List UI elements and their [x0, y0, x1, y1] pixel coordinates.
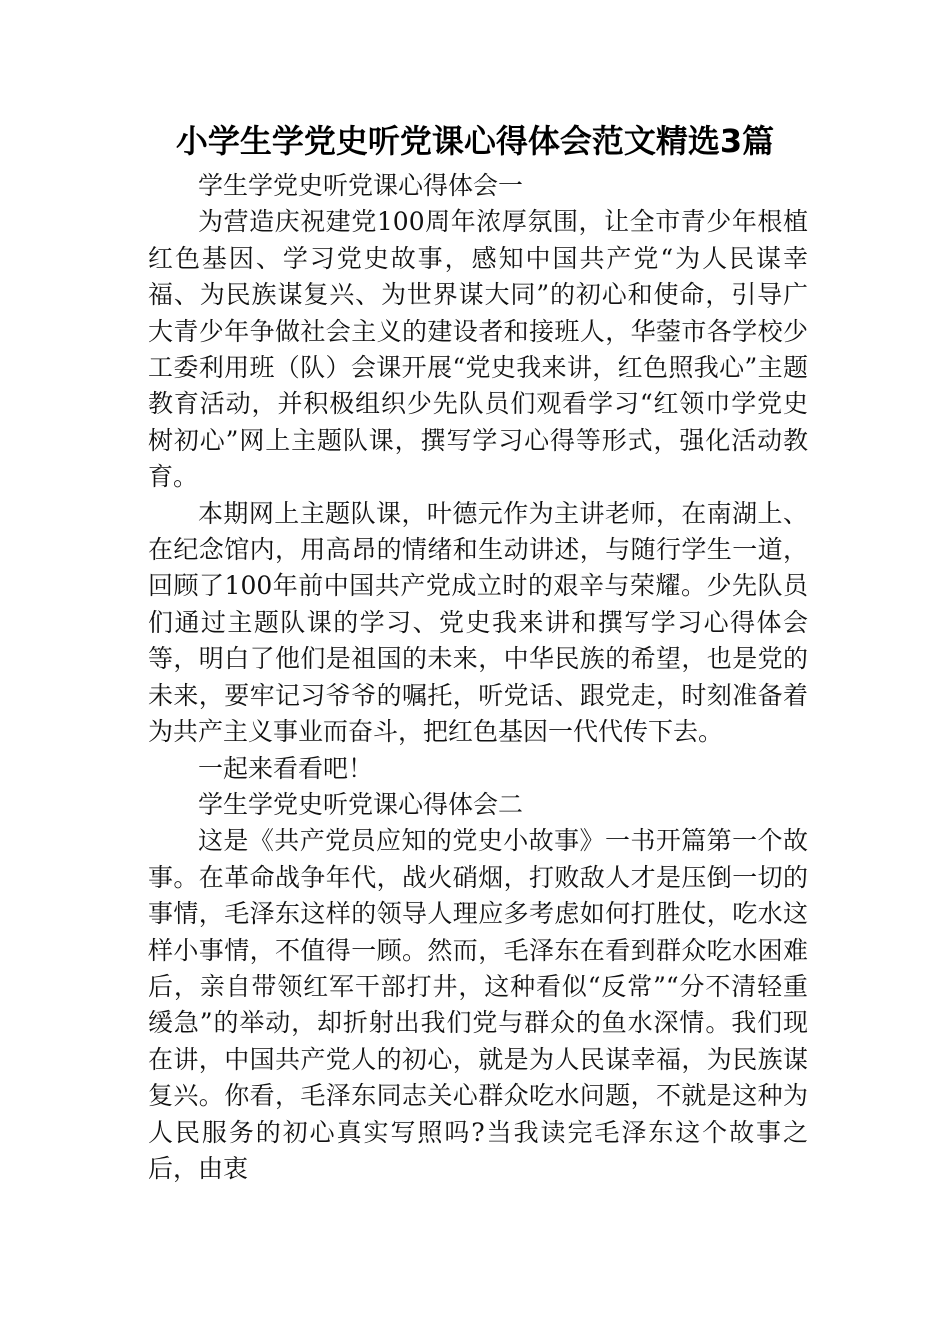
section-heading-1: 学生学党史听党课心得体会一 [198, 171, 524, 200]
section-heading-2: 学生学党史听党课心得体会二 [198, 789, 524, 819]
paragraph: 本期网上主题队课，叶德元作为主讲老师，在南湖上、在纪念馆内，用高昂的情绪和生动讲述，与随行学生一道，回顾了100年前中国共产党成立时的艰辛与荣耀。少先队员们通过主题队课的学习、党史我来讲和撰写学习心得体会等，明白了他们是祖国的未来，中华民族的希望，也是党的未来，要牢记习爷爷的嘱托，听党话、跟党走，时刻准备着为共产主义事业而奋斗，把红色基因一代代传下去。 [148, 498, 808, 747]
document-body [148, 168, 808, 1187]
document-title: 小学生学党史听党课心得体会范文精选3篇 [175, 122, 775, 160]
paragraph: 为营造庆祝建党100周年浓厚氛围，让全市青少年根植红色基因、学习党史故事，感知中国共产党“为人民谋幸福、为民族谋复兴、为世界谋大同”的初心和使命，引导广大青少年争做社会主义的建设者和接班人，华蓥市各学校少工委利用班（队）会课开展“党史我来讲，红色照我心”主题教育活动，并积极组织少先队员们观看学习“红领巾学党史树初心”网上主题队课，撰写学习心得等形式，强化活动教育。 [148, 207, 808, 492]
paragraph: 这是《共产党员应知的党史小故事》一书开篇第一个故事。在革命战争年代，战火硝烟，打败敌人才是压倒一切的事情，毛泽东这样的领导人理应多考虑如何打胜仗，吃水这样小事情，不值得一顾。然而，毛泽东在看到群众吃水困难后，亲自带领红军干部打井，这种看似“反常”“分不清轻重缓急”的举动，却折射出我们党与群众的鱼水深情。我们现在讲，中国共产党人的初心，就是为人民谋幸福，为民族谋复兴。你看，毛泽东同志关心群众吃水问题，不就是这种为人民服务的初心真实写照吗?当我读完毛泽东这个故事之后，由衷 [148, 826, 808, 1183]
paragraph: 一起来看看吧！ [198, 753, 374, 783]
